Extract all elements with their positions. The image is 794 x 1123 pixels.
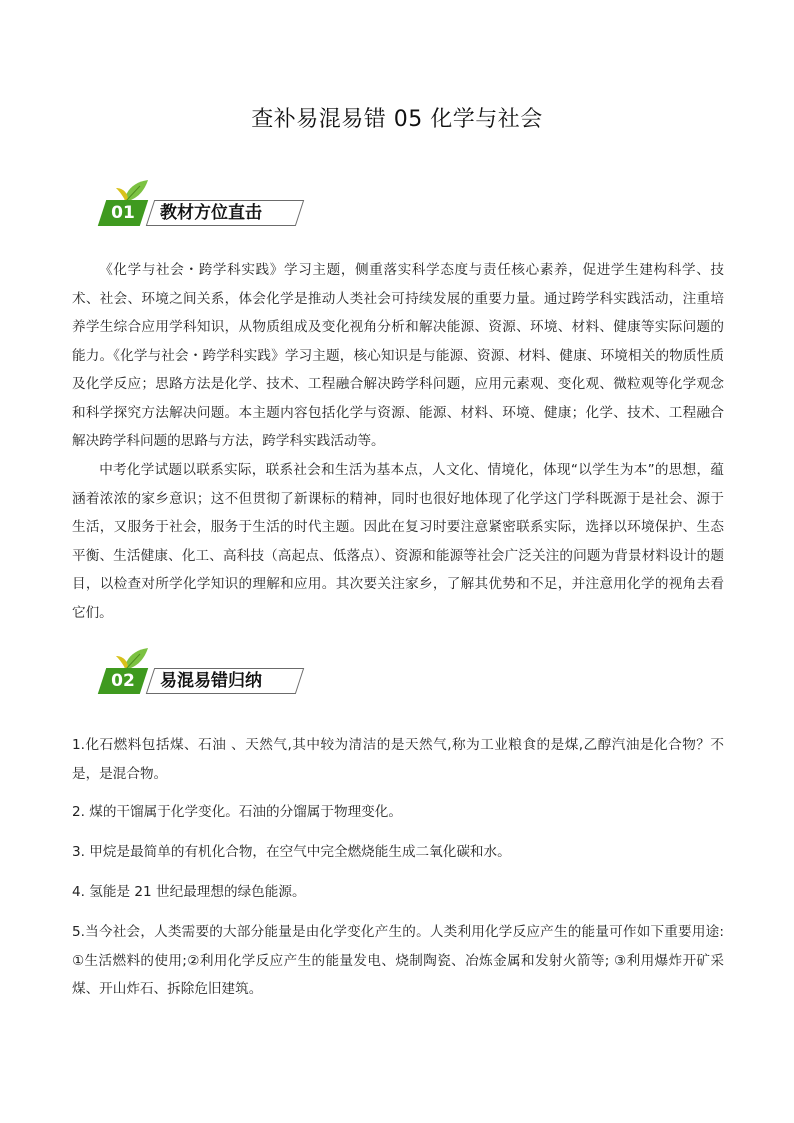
section-header-01 xyxy=(98,178,318,238)
section-number: 02 xyxy=(111,671,135,691)
intro-paragraph-1: 《化学与社会・跨学科实践》学习主题，侧重落实科学态度与责任核心素养，促进学生建构科学、技术、社会、环境之间关系，体会化学是推动人类社会可持续发展的重要力量。通过跨学科实践活动，注重培养学生综合应用学科知识，从物质组成及变化视角分析和解决能源、资源、环境、材料、健康等实际问题的能力。《化学与社会・跨学科实践》学习主题，核心知识是与能源、资源、材料、健康、环境相关的物质性质及化学反应；思路方法是化学、技术、工程融合解决跨学科问题，应用元素观、变化观、微粒观等化学观念和科学探究方法解决问题。本主题内容包括化学与资源、能源、材料、环境、健康；化学、技术、工程融合解决跨学科问题的思路与方法，跨学科实践活动等。 xyxy=(72,262,724,449)
list-item: 3. 甲烷是最简单的有机化合物，在空气中完全燃烧能生成二氧化碳和水。 xyxy=(72,844,511,860)
list-item: 2. 煤的干馏属于化学变化。石油的分馏属于物理变化。 xyxy=(72,804,402,820)
section-number: 01 xyxy=(111,203,135,223)
section-label: 教材方位直击 xyxy=(160,203,262,223)
list-item: 4. 氢能是 21 世纪最理想的绿色能源。 xyxy=(72,884,306,900)
section-header-02 xyxy=(98,646,318,706)
list-item: 5.当今社会，人类需要的大部分能量是由化学变化产生的。人类利用化学反应产生的能量可作如下重要用途: ①生活燃料的使用;②利用化学反应产生的能量发电、烧制陶瓷、冶炼金属和发射火箭等; ③利用爆炸开矿采煤、开山炸石、拆除危旧建筑。 xyxy=(72,924,724,997)
list-item: 1.化石燃料包括煤、石油 、天然气,其中较为清洁的是天然气,称为工业粮食的是煤,乙醇汽油是化合物？不是，是混合物。 xyxy=(72,737,724,782)
section-label: 易混易错归纳 xyxy=(160,671,262,691)
page-title: 查补易混易错 05 化学与社会 xyxy=(251,107,543,132)
intro-paragraph-2: 中考化学试题以联系实际，联系社会和生活为基本点，人文化、情境化，体现“以学生为本”的思想，蕴涵着浓浓的家乡意识；这不但贯彻了新课标的精神，同时也很好地体现了化学这门学科既源于是社会、源于生活，又服务于社会，服务于生活的时代主题。因此在复习时要注意紧密联系实际，选择以环境保护、生态平衡、生活健康、化工、高科技（高起点、低落点）、资源和能源等社会广泛关注的问题为背景材料设计的题目，以检查对所学化学知识的理解和应用。其次要关注家乡，了解其优势和不足，并注意用化学的视角去看它们。 xyxy=(72,462,724,621)
